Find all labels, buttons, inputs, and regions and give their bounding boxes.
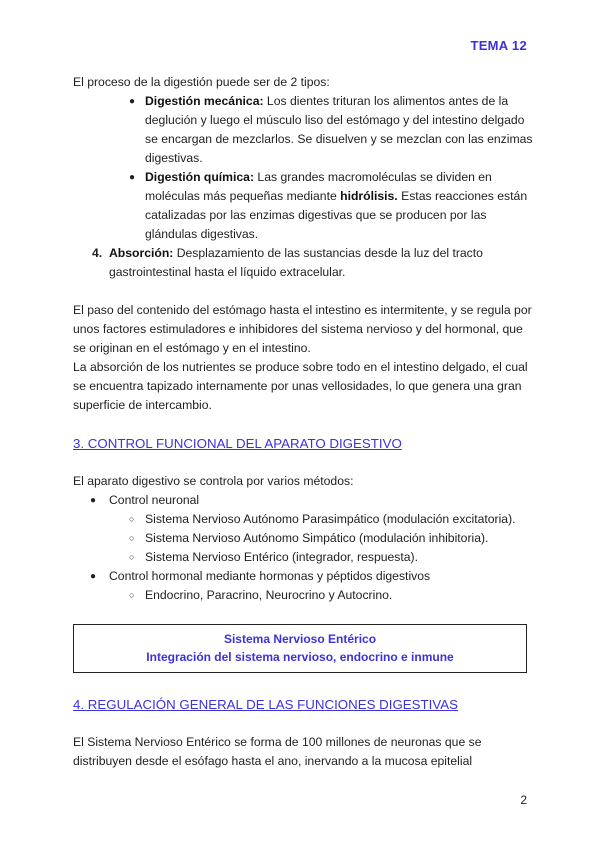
hidrolisis-word: hidrólisis.	[340, 189, 398, 203]
list-item-text: Endocrino, Paracrino, Neurocrino y Autocrino.	[145, 588, 393, 602]
list-item	[73, 586, 533, 605]
term-quimica: Digestión química:	[145, 170, 255, 184]
list-item-text: Sistema Nervioso Entérico (integrador, respuesta).	[145, 550, 418, 564]
bullet-icon: ●	[90, 571, 97, 582]
list-item	[73, 510, 533, 529]
text-mecanica: Los dientes trituran los alimentos antes de la deglución y luego el músculo liso del estómago y del intestino delgado se encargan de mezclarlos. Se disuelven y se mezclan con las enzimas digestivas.	[145, 94, 533, 165]
list-item-text: Sistema Nervioso Autónomo Simpático (modulación inhibitoria).	[145, 531, 489, 545]
text-quimica-a: Las grandes macromoléculas se dividen en moléculas más pequeñas mediante	[145, 170, 492, 203]
circle-bullet-icon: ○	[129, 514, 135, 524]
list-item	[73, 529, 533, 548]
intro-text: El proceso de la digestión puede ser de 2 tipos:	[73, 75, 330, 89]
circle-bullet-icon: ○	[129, 533, 135, 543]
header-title: TEMA 12	[470, 38, 527, 53]
list-item	[73, 92, 533, 168]
page-content	[73, 73, 533, 771]
bullet-icon: ●	[90, 495, 97, 506]
list-item	[73, 168, 533, 244]
section-intro: El aparato digestivo se controla por varios métodos:	[73, 474, 354, 488]
item-number: 4.	[92, 246, 103, 260]
paragraph: El paso del contenido del estómago hasta el intestino es intermitente, y se regula por unos factores estimuladores e inhibidores del sistema nervioso y del hormonal, que se originan en el estómago y en el intestino.	[73, 303, 532, 355]
term-absorcion: Absorción:	[109, 246, 174, 260]
text-quimica-b: Estas reacciones están catalizadas por las enzimas digestivas que se producen por las glándulas digestivas.	[145, 189, 528, 241]
paragraph: La absorción de los nutrientes se produce sobre todo en el intestino delgado, el cual se encuentra tapizado internamente por unas vellosidades, lo que genera una gran superficie de intercambio.	[73, 360, 528, 412]
bullet-icon: ●	[129, 172, 136, 183]
circle-bullet-icon: ○	[129, 552, 135, 562]
page-number: 2	[520, 793, 527, 807]
list-item	[73, 491, 533, 510]
list-item-text: Sistema Nervioso Autónomo Parasimpático (modulación excitatoria).	[145, 512, 516, 526]
control-hormonal-label: Control hormonal mediante hormonas y péptidos digestivos	[109, 569, 431, 583]
callout-box	[73, 624, 527, 673]
circle-bullet-icon: ○	[129, 590, 135, 600]
section-heading: 4. REGULACIÓN GENERAL DE LAS FUNCIONES DIGESTIVAS	[73, 697, 458, 712]
term-mecanica: Digestión mecánica:	[145, 94, 264, 108]
callout-title: Sistema Nervioso Entérico	[223, 632, 377, 646]
control-neuronal-label: Control neuronal	[109, 493, 200, 507]
callout-subtitle: Integración del sistema nervioso, endocrino e inmune	[146, 650, 454, 664]
text-absorcion: Desplazamiento de las sustancias desde la luz del tracto gastrointestinal hasta el líquido extracelular.	[109, 246, 483, 279]
list-item	[73, 548, 533, 567]
paragraph: El Sistema Nervioso Entérico se forma de 100 millones de neuronas que se distribuyen desde el esófago hasta el ano, inervando a la mucosa epitelial	[73, 735, 482, 768]
list-item-absorcion	[73, 244, 533, 282]
list-item	[73, 567, 533, 586]
bullet-icon: ●	[129, 96, 136, 107]
section-heading: 3. CONTROL FUNCIONAL DEL APARATO DIGESTIVO	[73, 436, 402, 451]
